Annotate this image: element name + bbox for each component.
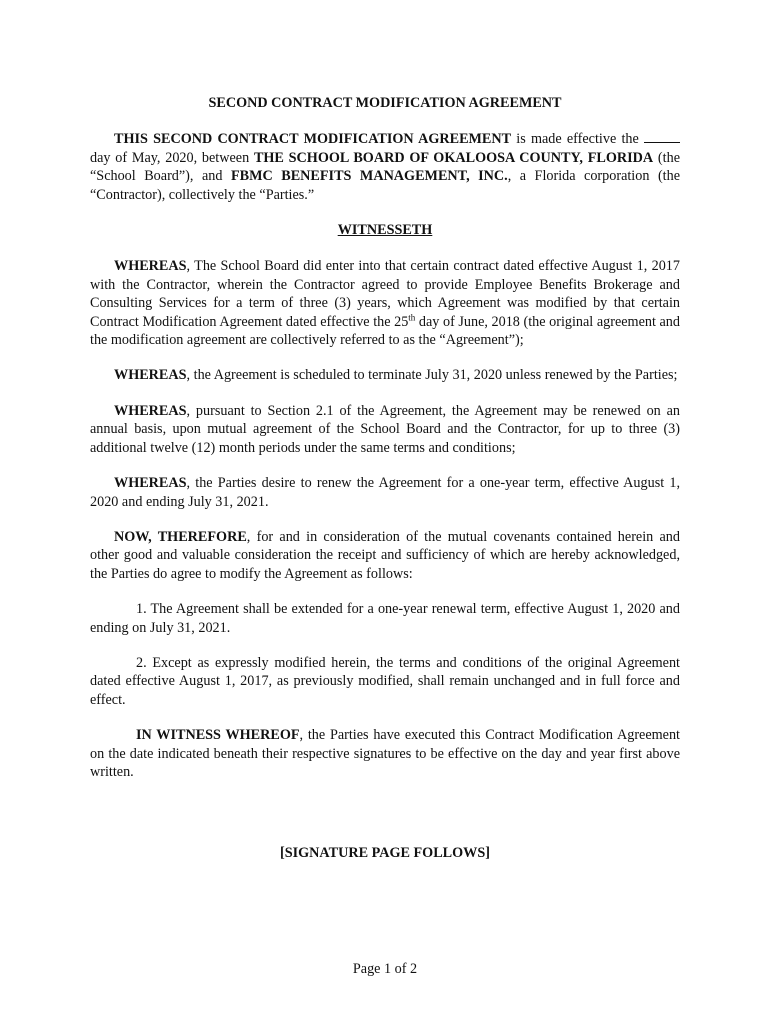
party-contractor: FBMC BENEFITS MANAGEMENT, INC. [230,168,508,185]
whereas-paragraph-2: WHEREAS, the Agreement is scheduled to terminate July 31, 2020 unless renewed by the Parties; [114,367,678,384]
numbered-item-2: 2. Except as expressly modified herein, the terms and conditions of the original Agreement dated effective August 1, 2017, as previously modified, shall remain unchanged and in full force and effect. [90,654,680,708]
in-witness-paragraph: IN WITNESS WHEREOF, the Parties have executed this Contract Modification Agreement on the date indicated beneath their respective signatures to be effective on the day and year first above written. [90,727,681,780]
whereas-paragraph-3: WHEREAS, pursuant to Section 2.1 of the Agreement, the Agreement may be renewed on an annual basis, upon mutual agreement of the School Board and the Contractor, for up to three (3) additional twelve (12) month periods under the same terms and conditions; [90,402,680,456]
numbered-item-1: 1. The Agreement shall be extended for a one-year renewal term, effective August 1, 2020 and ending on July 31, 2021. [90,601,680,636]
party-school-board: THE SCHOOL BOARD OF OKALOOSA COUNTY, FLORIDA [253,149,654,166]
now-therefore-paragraph: NOW, THEREFORE, for and in consideration of the mutual covenants contained herein and other good and valuable consideration the receipt and sufficiency of which are hereby acknowledged, the Parties do agree to modify the Agreement as follows: [90,528,680,582]
witnesseth-heading: WITNESSETH [337,222,433,239]
page-number: Page 1 of 2 [352,961,418,977]
whereas-paragraph-1: WHEREAS, The School Board did enter into that certain contract dated effective August 1, 2017 with the Contractor, wherein the Contractor agreed to provide Employee Benefits Brokerage and Consulting Services for a term of three (3) years, which Agreement was modified by that certain Contract Modification Agreement dated effective the 25th day of June, 2018 (the original agreement and the modification agreement are collectively referred to as the “Agreement”); [90,258,680,349]
whereas-paragraph-4: WHEREAS, the Parties desire to renew the Agreement for a one-year term, effective August 1, 2020 and ending July 31, 2021. [90,475,680,510]
intro-lead: THIS SECOND CONTRACT MODIFICATION AGREEMENT [114,131,512,148]
document-title: SECOND CONTRACT MODIFICATION AGREEMENT [208,95,562,111]
document-body [90,94,680,798]
intro-paragraph: THIS SECOND CONTRACT MODIFICATION AGREEMENT is made effective the day of May, 2020, between THE SCHOOL BOARD OF OKALOOSA COUNTY, FLORIDA (the “School Board”), and FBMC BENEFITS MANAGEMENT, INC., a Florida corporation (the “Contractor), collectively the “Parties.” [90,131,681,203]
signature-page-follows: [SIGNATURE PAGE FOLLOWS] [280,845,490,861]
date-blank-line [644,130,680,143]
